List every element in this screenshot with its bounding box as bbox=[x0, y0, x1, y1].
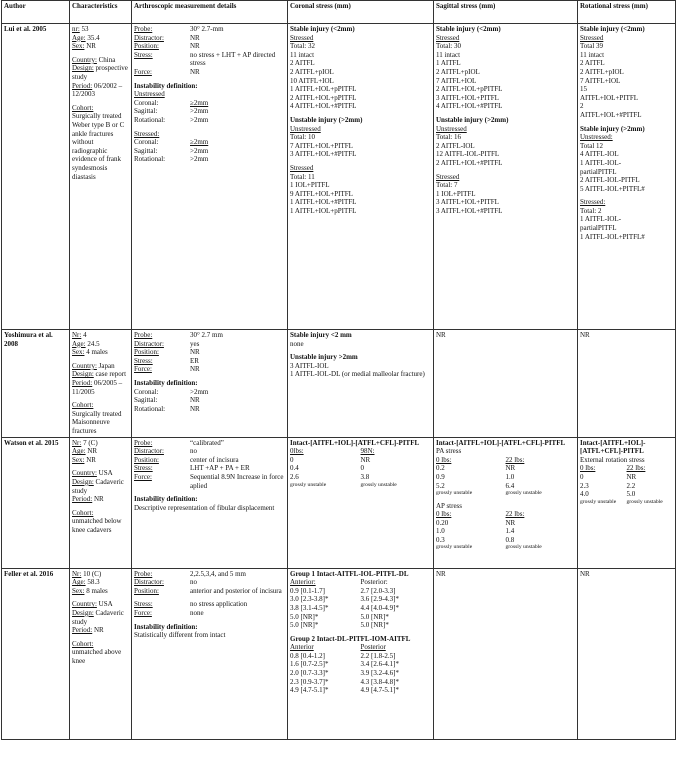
cell-line: 4 AITFL+IOL+#PITFL bbox=[290, 102, 357, 111]
characteristics-cell: Nr: 10 (C) Age: 58.3 Sex: 8 males Country: USA Design: Cadaveric study Period: NR Cohort: unmatched above knee bbox=[70, 568, 132, 739]
cell-line: partialPITFL bbox=[580, 224, 617, 233]
rotational-cell: NR bbox=[578, 568, 676, 739]
cell-line: 1 AITFL-IOL-DL (or medial malleolar fracture) bbox=[290, 370, 425, 379]
author-cell: Yoshimura et al. 2008 bbox=[2, 330, 70, 438]
author-cell: Feller et al. 2016 bbox=[2, 568, 70, 739]
cell-line: Total: 2 bbox=[580, 206, 602, 215]
cell-line: 7 AITFL+IOL bbox=[436, 76, 477, 85]
studies-table bbox=[1, 0, 676, 740]
cell-line: 3 AITFL+IOL+PITFL bbox=[436, 198, 499, 207]
cell-line: Stable injury <2 mm bbox=[290, 331, 352, 339]
sagittal-cell: Intact-[AITFL+IOL]-[ATFL+CFL]-PITFL PA stress 0 lbs: 22 lbs: 0.2 NR 0.9 1.0 5.2 6.4 grossly unstable grossly unstable AP stress 0 lbs: 22 lbs: 0.20 NR 1.0 1.4 0.3 0.8 grossly unstable grossly unstable bbox=[434, 437, 578, 568]
cell-line: Total: 11 bbox=[290, 172, 315, 181]
cell-line: 12 AITFL-IOL-PITFL bbox=[436, 150, 500, 159]
table-row bbox=[2, 437, 676, 568]
author-cell: Lui et al. 2005 bbox=[2, 24, 70, 330]
cell-line: 3 AITFL-IOL bbox=[290, 361, 329, 370]
cell-line: 2 AITFL+pIOL bbox=[580, 67, 624, 76]
cell-line: 1 IOL+PITFL bbox=[436, 189, 476, 198]
cell-line: 2 AITFL+pIOL bbox=[290, 67, 334, 76]
header-author: Author bbox=[2, 1, 70, 24]
cell-line: 4 AITFL+IOL+#PITFL bbox=[436, 102, 503, 111]
cell-line: Unstable injury (>2mm) bbox=[436, 115, 509, 124]
cell-line: 1 AITFL-IOL+PITFL# bbox=[580, 232, 645, 241]
cell-line: Stressed bbox=[580, 33, 604, 42]
rotational-cell: Intact-[AITFL+IOL]-[ATFL+CFL]-PITFL External rotation stress 0 lbs: 22 lbs: 0 NR 2.3 2.2 4.0 5.0 grossly unstable grossly unstable bbox=[578, 437, 676, 568]
cell-line: Total: 7 bbox=[436, 181, 458, 190]
table-row bbox=[2, 24, 676, 330]
cell-line: 1 AITFL bbox=[436, 59, 461, 68]
table-row bbox=[2, 568, 676, 739]
cell-line: Unstressed: bbox=[580, 133, 613, 142]
cell-line: 15 bbox=[580, 85, 587, 94]
cell-line: 2 AITFL bbox=[580, 59, 605, 68]
sagittal-cell bbox=[434, 24, 578, 330]
measurement-cell: Probe: 30° 2.7 mm Distractor: yes Position: NR Stress: ER Force: NR Instability definition: Coronal: >2mm Sagittal: NR Rotational: NR bbox=[132, 330, 288, 438]
cell-line: 10 AITFL+IOL bbox=[290, 76, 334, 85]
sagittal-cell: NR bbox=[434, 330, 578, 438]
cell-line: 1 AITFL-IOL- bbox=[580, 158, 622, 167]
cell-line: 2 AITFL+pIOL bbox=[436, 67, 480, 76]
cell-line: 1 IOL+PITFL bbox=[290, 181, 330, 190]
cell-line: 2 AITFL bbox=[290, 59, 315, 68]
sagittal-cell: NR bbox=[434, 568, 578, 739]
cell-line: none bbox=[290, 339, 304, 348]
cell-line: Stressed bbox=[290, 33, 314, 42]
cell-line: 2 AITFL-IOL-PITFL bbox=[580, 176, 640, 185]
cell-line: 7 AITFL+IOL+PITFL bbox=[290, 141, 353, 150]
header-measurement: Arthroscopic measurement details bbox=[132, 1, 288, 24]
cell-line: AITFL+IOL+PITFL bbox=[580, 93, 639, 102]
cell-line: Total 39 bbox=[580, 42, 604, 51]
cell-line: 3 AITFL+IOL+#PITFL bbox=[436, 206, 503, 215]
coronal-cell bbox=[288, 330, 434, 438]
characteristics-cell: Nr: 7 (C) Age: NR Sex: NR Country: USA Design: Cadaveric study Period: NR Cohort: unmatched below knee cadavers bbox=[70, 437, 132, 568]
cell-line: Total: 30 bbox=[436, 42, 461, 51]
cell-line: Unstable injury (>2mm) bbox=[290, 115, 363, 124]
coronal-cell bbox=[288, 24, 434, 330]
cell-line: 1 AITFL-IOL- bbox=[580, 215, 622, 224]
cell-line: Stressed bbox=[436, 172, 460, 181]
cell-line: 1 AITFL+IOL+pPITFL bbox=[290, 85, 357, 94]
cell-line: Total 12 bbox=[580, 141, 604, 150]
characteristics-cell: Nr: 4 Age: 24.5 Sex: 4 males Country: Japan Design: case report Period: 06/2005 – 11/2005 Cohort: Surgically treated Maisonneuve fractures bbox=[70, 330, 132, 438]
cell-line: AITFL+IOL+#PITFL bbox=[580, 110, 642, 119]
cell-line: 3 AITFL+IOL+#PITFL bbox=[290, 150, 357, 159]
cell-line: Unstable injury >2mm bbox=[290, 353, 358, 362]
measurement-cell: Probe: 30° 2.7-mm Distractor: NR Position: NR Stress: no stress + LHT + AP directed stress Force: NR Instability definition: Unstressed Coronal: ≥2mm Sagittal: >2mm Rotational: >2mm Stressed: Coronal: ≥2mm Sagittal: >2mm Rotational: >2mm bbox=[132, 24, 288, 330]
cell-line: Stressed: bbox=[580, 198, 606, 207]
cell-line: Stressed bbox=[436, 33, 460, 42]
header-characteristics: Characteristics bbox=[70, 1, 132, 24]
cell-line: Total: 10 bbox=[290, 133, 315, 142]
rotational-cell bbox=[578, 24, 676, 330]
cell-line: Stable injury (<2mm) bbox=[290, 25, 355, 33]
cell-line: 2 AITFL+IOL+pPITFL bbox=[290, 93, 357, 102]
cell-line: Total: 32 bbox=[290, 42, 315, 51]
measurement-cell: Probe: 2,2.5,3,4, and 5 mm Distractor: no Position: anterior and posterior of incisura Stress: no stress application Force: none Instability definition: Statistically different from intact bbox=[132, 568, 288, 739]
characteristics-cell: nr: 53 Age: 35.4 Sex: NR Country: China Design: prospective study Period: 06/2002 – 12/2003 Cohort: Surgically treated Weber type B or C ankle fractures without radiographic evidence of frank syndesmosis diastasis bbox=[70, 24, 132, 330]
table-row bbox=[2, 330, 676, 438]
cell-line: 3 AITFL+IOL+PITFL bbox=[436, 93, 499, 102]
cell-line: 11 intact bbox=[290, 50, 315, 59]
coronal-cell: Intact-[AITFL+IOL]-[ATFL+CFL]-PITFL 0lbs: 98N: 0 NR 0.4 0 2.6 3.8 grossly unstable grossly unstable bbox=[288, 437, 434, 568]
coronal-cell: Group 1 Intact-AITFL-IOL-PITFL-DL Anterior: Posterior: 0.9 [0.1-1.7] 2.7 [2.0-3.3] 3.0 [2.3-3.8]* 3.6 [2.9-4.3]* 3.8 [3.1-4.5]* 4.4 [4.0-4.9]* 5.0 [NR]* 5.0 [NR]* 5.0 [NR]* 5.0 [NR]* Group 2 Intact-DL-PITFL-IOM-AITFL Anterior Posterior 0.8 [0.4-1.2] 2.2 [1.8-2.5] 1.6 [0.7-2.5]* 3.4 [2.6-4.1]* 2.0 [0.7-3.3]* 3.9 [3.2-4.6]* 2.3 [0.9-3.7]* 4.3 [3.8-4.8]* 4.9 [4.7-5.1]* 4.9 [4.7-5.1]* bbox=[288, 568, 434, 739]
cell-line: 2 bbox=[580, 102, 584, 111]
cell-line: Stable injury (<2mm) bbox=[580, 25, 645, 33]
cell-line: 1 AITFL+IOL+pPITFL bbox=[290, 206, 357, 215]
cell-line: 2 AITFL+IOL+#PITFL bbox=[436, 158, 503, 167]
header-sagittal: Sagittal stress (mm) bbox=[434, 1, 578, 24]
author-cell: Watson et al. 2015 bbox=[2, 437, 70, 568]
cell-line: Stable injury (<2mm) bbox=[436, 25, 501, 33]
cell-line: Unstressed bbox=[436, 124, 467, 133]
cell-line: Total: 16 bbox=[436, 133, 461, 142]
cell-line: partialPITFL bbox=[580, 167, 617, 176]
cell-line: 1 AITFL+IOL+#PITFL bbox=[290, 198, 357, 207]
cell-line: 5 AITFL-IOL+PITFL# bbox=[580, 184, 645, 193]
evidence-table-page bbox=[1, 0, 675, 756]
cell-line: 4 AITFL-IOL bbox=[580, 150, 619, 159]
header-coronal: Coronal stress (mm) bbox=[288, 1, 434, 24]
header-row bbox=[2, 1, 676, 24]
cell-line: Unstressed bbox=[290, 124, 321, 133]
cell-line: 11 intact bbox=[436, 50, 461, 59]
cell-line: Stable injury (>2mm) bbox=[580, 124, 645, 133]
cell-line: 7 AITFL+IOL bbox=[580, 76, 621, 85]
cell-line: Stressed bbox=[290, 163, 314, 172]
measurement-cell: Probe: “calibrated” Distractor: no Position: center of incisura Stress: LHT +AP + PA + ER Force: Sequential 8.9N Increase in force aplied Instability definition: Descriptive representation of fibular displacement bbox=[132, 437, 288, 568]
cell-line: 11 intact bbox=[580, 50, 605, 59]
rotational-cell: NR bbox=[578, 330, 676, 438]
cell-line: 2 AITFL+IOL+pPITFL bbox=[436, 85, 503, 94]
cell-line: 9 AITFL+IOL+PITFL bbox=[290, 189, 353, 198]
header-rotational: Rotational stress (mm) bbox=[578, 1, 676, 24]
cell-line: 2 AITFL-IOL bbox=[436, 141, 475, 150]
